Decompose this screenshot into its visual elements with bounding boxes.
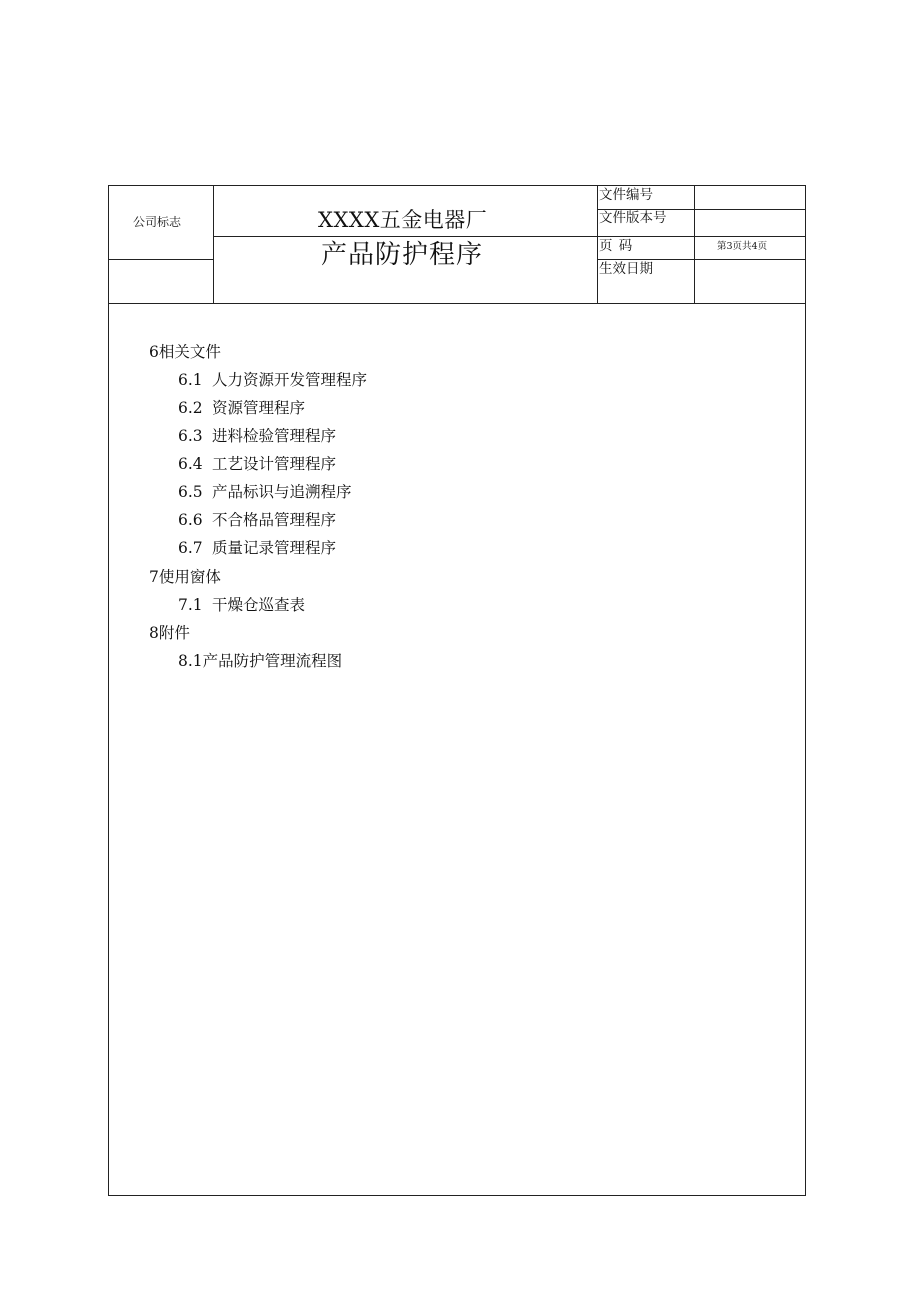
list-item [178,401,305,417]
header-meta-row-2 [597,236,806,237]
list-item [178,373,367,389]
item-number: 6.4 [178,455,203,473]
list-item [178,541,336,557]
header-divider-logo [213,185,214,303]
effective-date-label: 生效日期 [599,261,653,277]
header-divider-meta [694,185,695,303]
doc-number-label: 文件编号 [599,187,653,203]
section-number: 6 [149,343,159,361]
list-item [178,513,336,529]
page-number-value: 第3页共4页 [717,241,768,252]
document-frame [108,185,806,1196]
item-text: 产品标识与追溯程序 [212,483,352,501]
section-heading [149,570,221,586]
item-text: 人力资源开发管理程序 [212,371,368,389]
list-item [178,457,336,473]
section-number: 7 [149,568,159,586]
section-number: 8 [149,624,159,642]
item-number: 6.2 [178,399,203,417]
item-text: 不合格品管理程序 [212,511,337,529]
item-text: 干燥仓巡查表 [212,596,306,614]
section-heading [149,626,190,642]
header-bottom-border [108,303,806,304]
company-name: XXXX五金电器厂 [318,208,488,232]
section-title: 使用窗体 [158,568,221,586]
list-item [178,598,305,614]
company-logo-placeholder: 公司标志 [133,215,182,229]
list-item [178,654,342,670]
list-item [178,485,352,501]
item-number: 6.7 [178,539,203,557]
doc-version-label: 文件版本号 [599,210,667,226]
header-meta-row-3 [597,259,806,260]
item-number: 6.5 [178,483,203,501]
item-number: 6.1 [178,371,203,389]
item-number: 8.1 [178,652,203,670]
header-title-row-border [213,236,597,237]
header-divider-title [597,185,598,303]
page-number-label: 页 码 [599,238,634,254]
section-title: 相关文件 [158,343,221,361]
item-text: 产品防护管理流程图 [202,652,343,670]
section-heading [149,345,221,361]
item-text: 质量记录管理程序 [212,539,337,557]
item-text: 工艺设计管理程序 [212,455,337,473]
item-text: 资源管理程序 [212,399,306,417]
header-logo-row-border [108,259,213,260]
section-title: 附件 [158,624,190,642]
list-item [178,429,336,445]
item-number: 6.6 [178,511,203,529]
item-number: 6.3 [178,427,203,445]
item-text: 进料检验管理程序 [212,427,337,445]
item-number: 7.1 [178,596,203,614]
document-title: 产品防护程序 [321,240,484,270]
